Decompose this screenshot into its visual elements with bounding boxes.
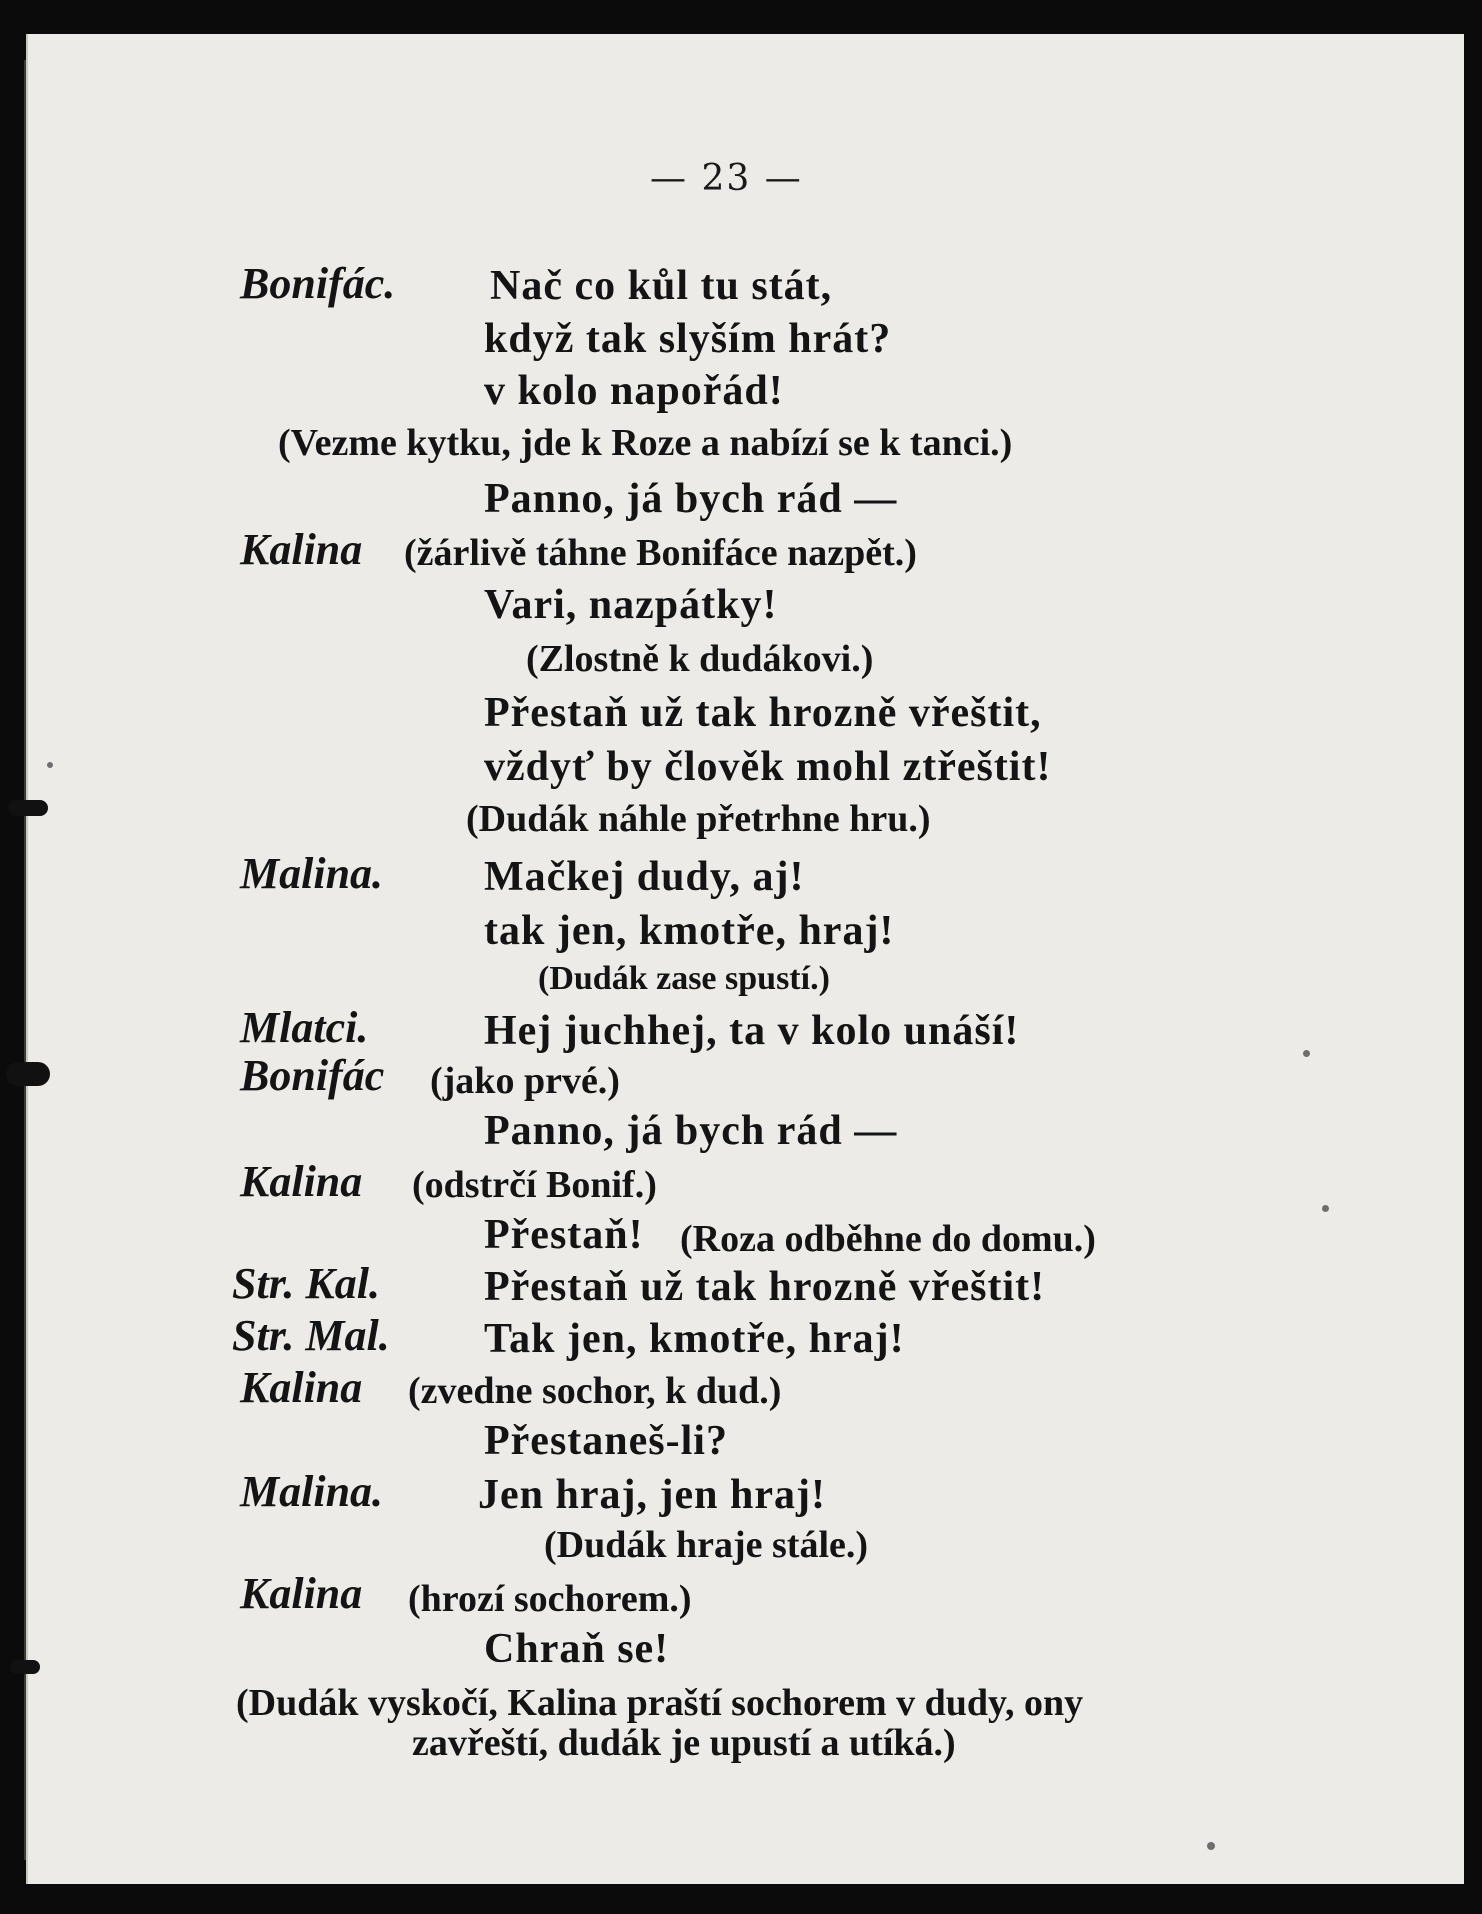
speaker-label: Kalina (240, 1569, 363, 1618)
stage-direction: (zvedne sochor, k dud.) (408, 1370, 782, 1412)
paper-speck (1303, 1050, 1310, 1057)
stage-direction: (žárlivě táhne Bonifáce nazpět.) (404, 532, 917, 574)
stage-direction: (jako prvé.) (430, 1060, 620, 1102)
verse-line: Panno, já bych rád — (484, 1108, 898, 1154)
verse-line: Vari, nazpátky! (484, 582, 778, 628)
verse-line: Přestaň už tak hrozně vřeštit! (484, 1264, 1046, 1310)
stage-direction: (Vezme kytku, jde k Roze a nabízí se k tanci.) (278, 422, 1013, 464)
verse-line: Přestaneš-li? (484, 1418, 728, 1464)
speaker-label: Str. Mal. (232, 1311, 390, 1360)
verse-line: vždyť by člověk mohl ztřeštit! (484, 744, 1052, 790)
speaker-label: Mlatci. (240, 1003, 369, 1052)
verse-line: v kolo napořád! (484, 368, 784, 414)
verse-line: Hej juchhej, ta v kolo unáší! (484, 1008, 1020, 1054)
stage-direction: (Dudák náhle přetrhne hru.) (466, 798, 931, 840)
binding-mark (6, 1062, 50, 1086)
stage-direction: zavřeští, dudák je upustí a utíká.) (412, 1722, 956, 1764)
stage-direction: (Zlostně k dudákovi.) (526, 638, 874, 680)
verse-line: když tak slyším hrát? (484, 316, 892, 362)
verse-line: Přestaň! (484, 1212, 644, 1258)
speaker-label: Malina. (240, 849, 384, 898)
paper-speck (47, 762, 53, 768)
verse-line: tak jen, kmotře, hraj! (484, 908, 895, 954)
speaker-label: Malina. (240, 1467, 384, 1516)
page-number: — 23 — (650, 158, 803, 199)
binding-mark (10, 1660, 40, 1674)
stage-direction: (odstrčí Bonif.) (412, 1164, 657, 1206)
verse-line: Chraň se! (484, 1626, 670, 1672)
paper-speck (1322, 1205, 1329, 1212)
book-binding (0, 30, 26, 1890)
verse-line: Jen hraj, jen hraj! (478, 1472, 826, 1518)
paper-speck (1207, 1842, 1215, 1850)
speaker-label: Bonifác (240, 1051, 385, 1100)
verse-line: Mačkej dudy, aj! (484, 854, 805, 900)
speaker-label: Bonifác. (240, 259, 396, 308)
binding-mark (8, 800, 48, 816)
verse-line: Tak jen, kmotře, hraj! (484, 1316, 905, 1362)
stage-direction: (Dudák vyskočí, Kalina praští sochorem v dudy, ony (236, 1682, 1084, 1724)
speaker-label: Kalina (240, 1157, 363, 1206)
verse-line: Přestaň už tak hrozně vřeštit, (484, 690, 1042, 736)
speaker-label: Kalina (240, 525, 363, 574)
speaker-label: Kalina (240, 1363, 363, 1412)
verse-line: Nač co kůl tu stát, (490, 263, 833, 309)
stage-direction: (hrozí sochorem.) (408, 1578, 692, 1620)
speaker-label: Str. Kal. (232, 1259, 380, 1308)
verse-line: Panno, já bych rád — (484, 476, 898, 522)
stage-direction: (Roza odběhne do domu.) (680, 1218, 1096, 1260)
stage-direction: (Dudák hraje stále.) (544, 1524, 869, 1566)
stage-direction: (Dudák zase spustí.) (538, 960, 830, 997)
